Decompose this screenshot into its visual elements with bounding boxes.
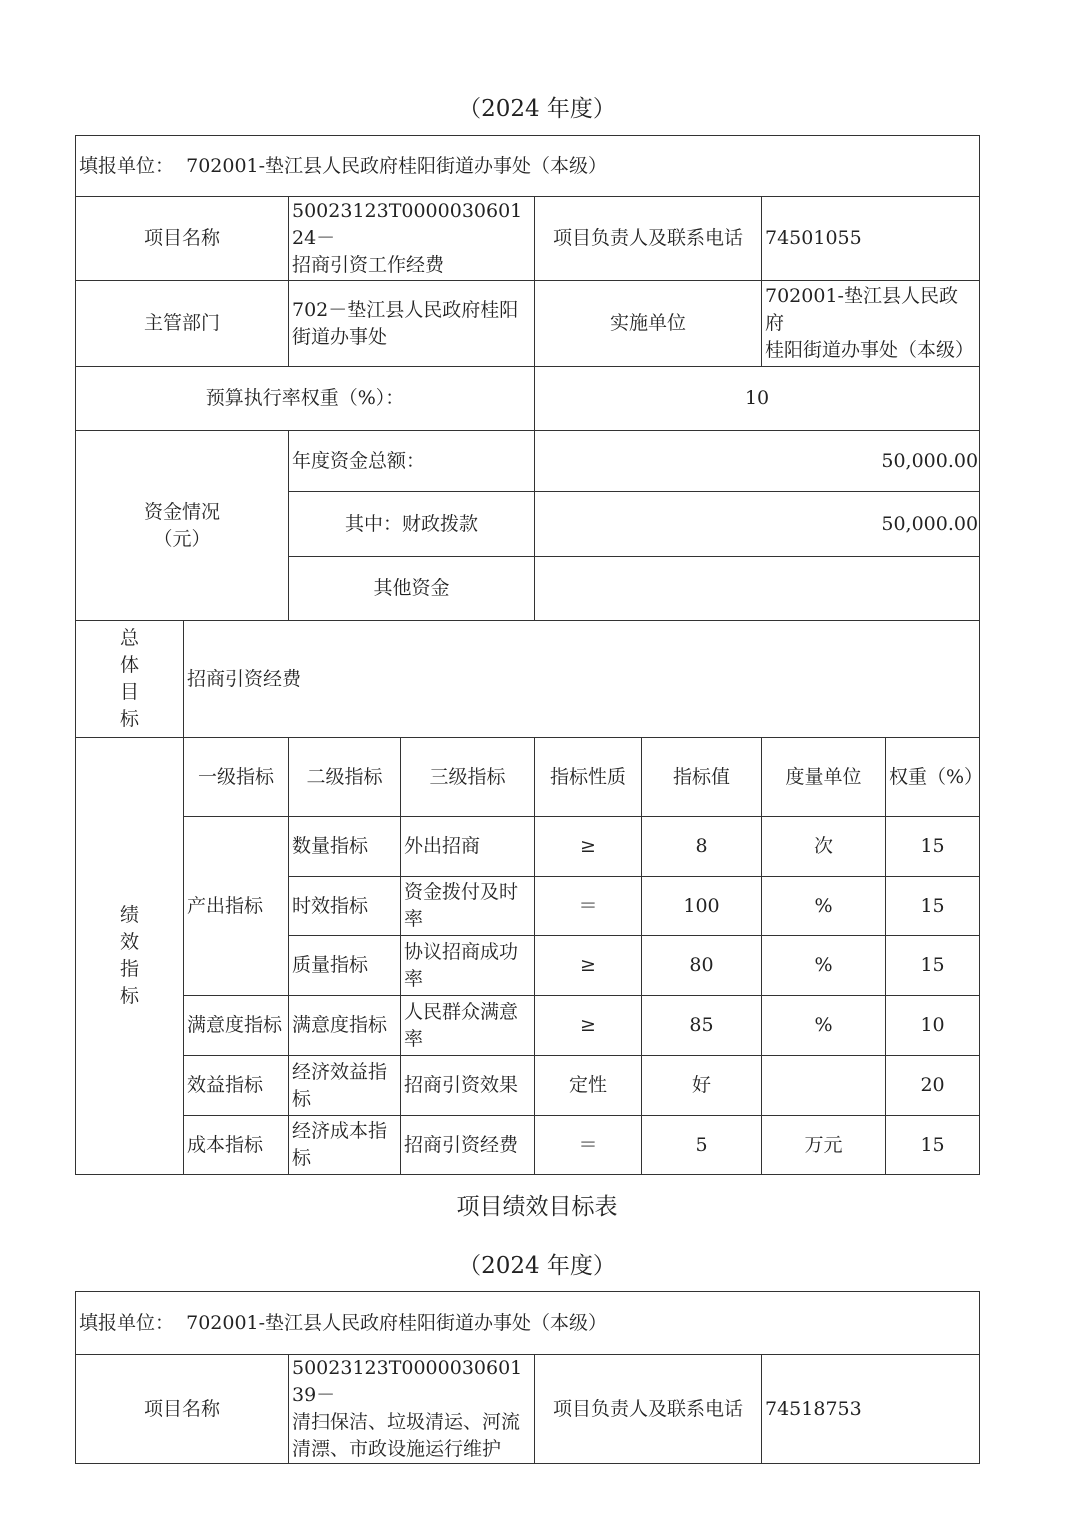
annual-total-value: 50,000.00: [535, 431, 980, 492]
reporting-unit-row: [76, 1292, 980, 1355]
weight-cell: 20: [886, 1056, 980, 1116]
funds-label-line-1: 资金情况: [143, 500, 220, 523]
value-cell: 5: [642, 1116, 762, 1175]
contact-value: 74501055: [762, 197, 980, 281]
dept-line-2: 街道办事处: [292, 325, 388, 348]
perf-char: 绩: [119, 904, 139, 926]
value-cell: 100: [642, 877, 762, 936]
unit-cell: 万元: [762, 1116, 886, 1175]
weight-cell: 10: [886, 996, 980, 1056]
project-name-value: [289, 1355, 535, 1464]
goal-char: 目: [119, 681, 139, 703]
group-cost: 成本指标: [184, 1116, 289, 1175]
nature-cell: ≥: [535, 817, 642, 877]
reporting-unit-row: [76, 136, 980, 197]
level2-cell: 时效指标: [289, 877, 401, 936]
table-row: [76, 817, 980, 877]
value-cell: 8: [642, 817, 762, 877]
header-level2: 二级指标: [289, 738, 401, 817]
reporting-unit-value: 702001-垫江县人民政府桂阳街道办事处（本级）: [186, 154, 608, 177]
performance-target-table-2: [75, 1291, 980, 1464]
project-name-label: 项目名称: [76, 1355, 289, 1464]
reporting-unit-label: 填报单位：: [79, 1311, 175, 1334]
unit-cell: %: [762, 877, 886, 936]
value-cell: 80: [642, 936, 762, 996]
contact-value: 74518753: [762, 1355, 980, 1464]
value-cell: 85: [642, 996, 762, 1056]
table-row: [76, 996, 980, 1056]
overall-goal-value: 招商引资经费: [184, 621, 980, 738]
unit-cell: [762, 1056, 886, 1116]
group-output: 产出指标: [184, 817, 289, 996]
dept-line-1: 702－垫江县人民政府桂阳: [292, 298, 519, 321]
project-name-line-1: 50023123T000003060124－: [292, 200, 523, 249]
nature-cell: 定性: [535, 1056, 642, 1116]
weight-cell: 15: [886, 817, 980, 877]
perf-char: 标: [119, 985, 139, 1007]
level2-cell: 经济成本指标: [289, 1116, 401, 1175]
other-funds-value: [535, 557, 980, 621]
year-title: （2024 年度）: [458, 96, 616, 122]
perf-char: 指: [119, 958, 139, 980]
dept-value: [289, 281, 535, 367]
unit-cell: %: [762, 936, 886, 996]
performance-indicators-label: [76, 738, 184, 1175]
performance-target-table: [75, 135, 984, 1175]
unit-cell: %: [762, 996, 886, 1056]
project-name-label: 项目名称: [76, 197, 289, 281]
annual-total-label: 年度资金总额：: [289, 431, 535, 492]
table-row: [76, 1056, 980, 1116]
level2-cell: 满意度指标: [289, 996, 401, 1056]
goal-char: 标: [119, 708, 139, 730]
header-unit: 度量单位: [762, 738, 886, 817]
project-name-value: [289, 197, 535, 281]
weight-cell: 15: [886, 877, 980, 936]
nature-cell: ＝: [535, 877, 642, 936]
perf-char: 效: [119, 931, 139, 953]
project-name-line-3: 清漂、市政设施运行维护: [292, 1438, 502, 1460]
unit-cell: 次: [762, 817, 886, 877]
dept-label: 主管部门: [76, 281, 289, 367]
level3-cell: 外出招商: [401, 817, 535, 877]
header-weight: 权重（%）: [886, 738, 980, 817]
header-level1: 一级指标: [184, 738, 289, 817]
budget-rate-value: 10: [535, 367, 980, 431]
project-name-line-1: 50023123T000003060139－: [292, 1357, 523, 1406]
table-row: [76, 1116, 980, 1175]
level3-cell: 招商引资经费: [401, 1116, 535, 1175]
header-nature: 指标性质: [535, 738, 642, 817]
impl-line-2: 桂阳街道办事处（本级）: [765, 339, 975, 361]
contact-label: 项目负责人及联系电话: [535, 197, 762, 281]
nature-cell: ≥: [535, 936, 642, 996]
overall-goal-label: [76, 621, 184, 738]
project-name-line-2: 招商引资工作经费: [292, 254, 445, 276]
level2-cell: 数量指标: [289, 817, 401, 877]
level2-cell: 质量指标: [289, 936, 401, 996]
other-funds-label: 其他资金: [289, 557, 535, 621]
impl-line-1: 702001-垫江县人民政府: [765, 285, 958, 334]
impl-label: 实施单位: [535, 281, 762, 367]
impl-value: [762, 281, 980, 367]
header-level3: 三级指标: [401, 738, 535, 817]
year-title-2: （2024 年度）: [458, 1253, 616, 1279]
nature-cell: ≥: [535, 996, 642, 1056]
fiscal-label: 其中：财政拨款: [289, 492, 535, 557]
goal-char: 总: [119, 627, 139, 649]
funds-label-line-2: （元）: [153, 527, 211, 550]
level3-cell: 人民群众满意率: [401, 996, 535, 1056]
funds-label: [76, 431, 289, 621]
goal-char: 体: [119, 654, 139, 676]
budget-rate-label: 预算执行率权重（%）：: [76, 367, 535, 431]
level3-cell: 资金拨付及时率: [401, 877, 535, 936]
value-cell: 好: [642, 1056, 762, 1116]
reporting-unit-label: 填报单位：: [79, 154, 175, 177]
fiscal-value: 50,000.00: [535, 492, 980, 557]
group-satisfaction: 满意度指标: [184, 996, 289, 1056]
level3-cell: 协议招商成功率: [401, 936, 535, 996]
group-benefit: 效益指标: [184, 1056, 289, 1116]
level3-cell: 招商引资效果: [401, 1056, 535, 1116]
contact-label: 项目负责人及联系电话: [535, 1355, 762, 1464]
reporting-unit-value: 702001-垫江县人民政府桂阳街道办事处（本级）: [186, 1311, 608, 1334]
weight-cell: 15: [886, 1116, 980, 1175]
level2-cell: 经济效益指标: [289, 1056, 401, 1116]
header-value: 指标值: [642, 738, 762, 817]
project-name-line-2: 清扫保洁、垃圾清运、河流: [292, 1411, 521, 1433]
weight-cell: 15: [886, 936, 980, 996]
nature-cell: ＝: [535, 1116, 642, 1175]
table-title: 项目绩效目标表: [456, 1194, 618, 1220]
